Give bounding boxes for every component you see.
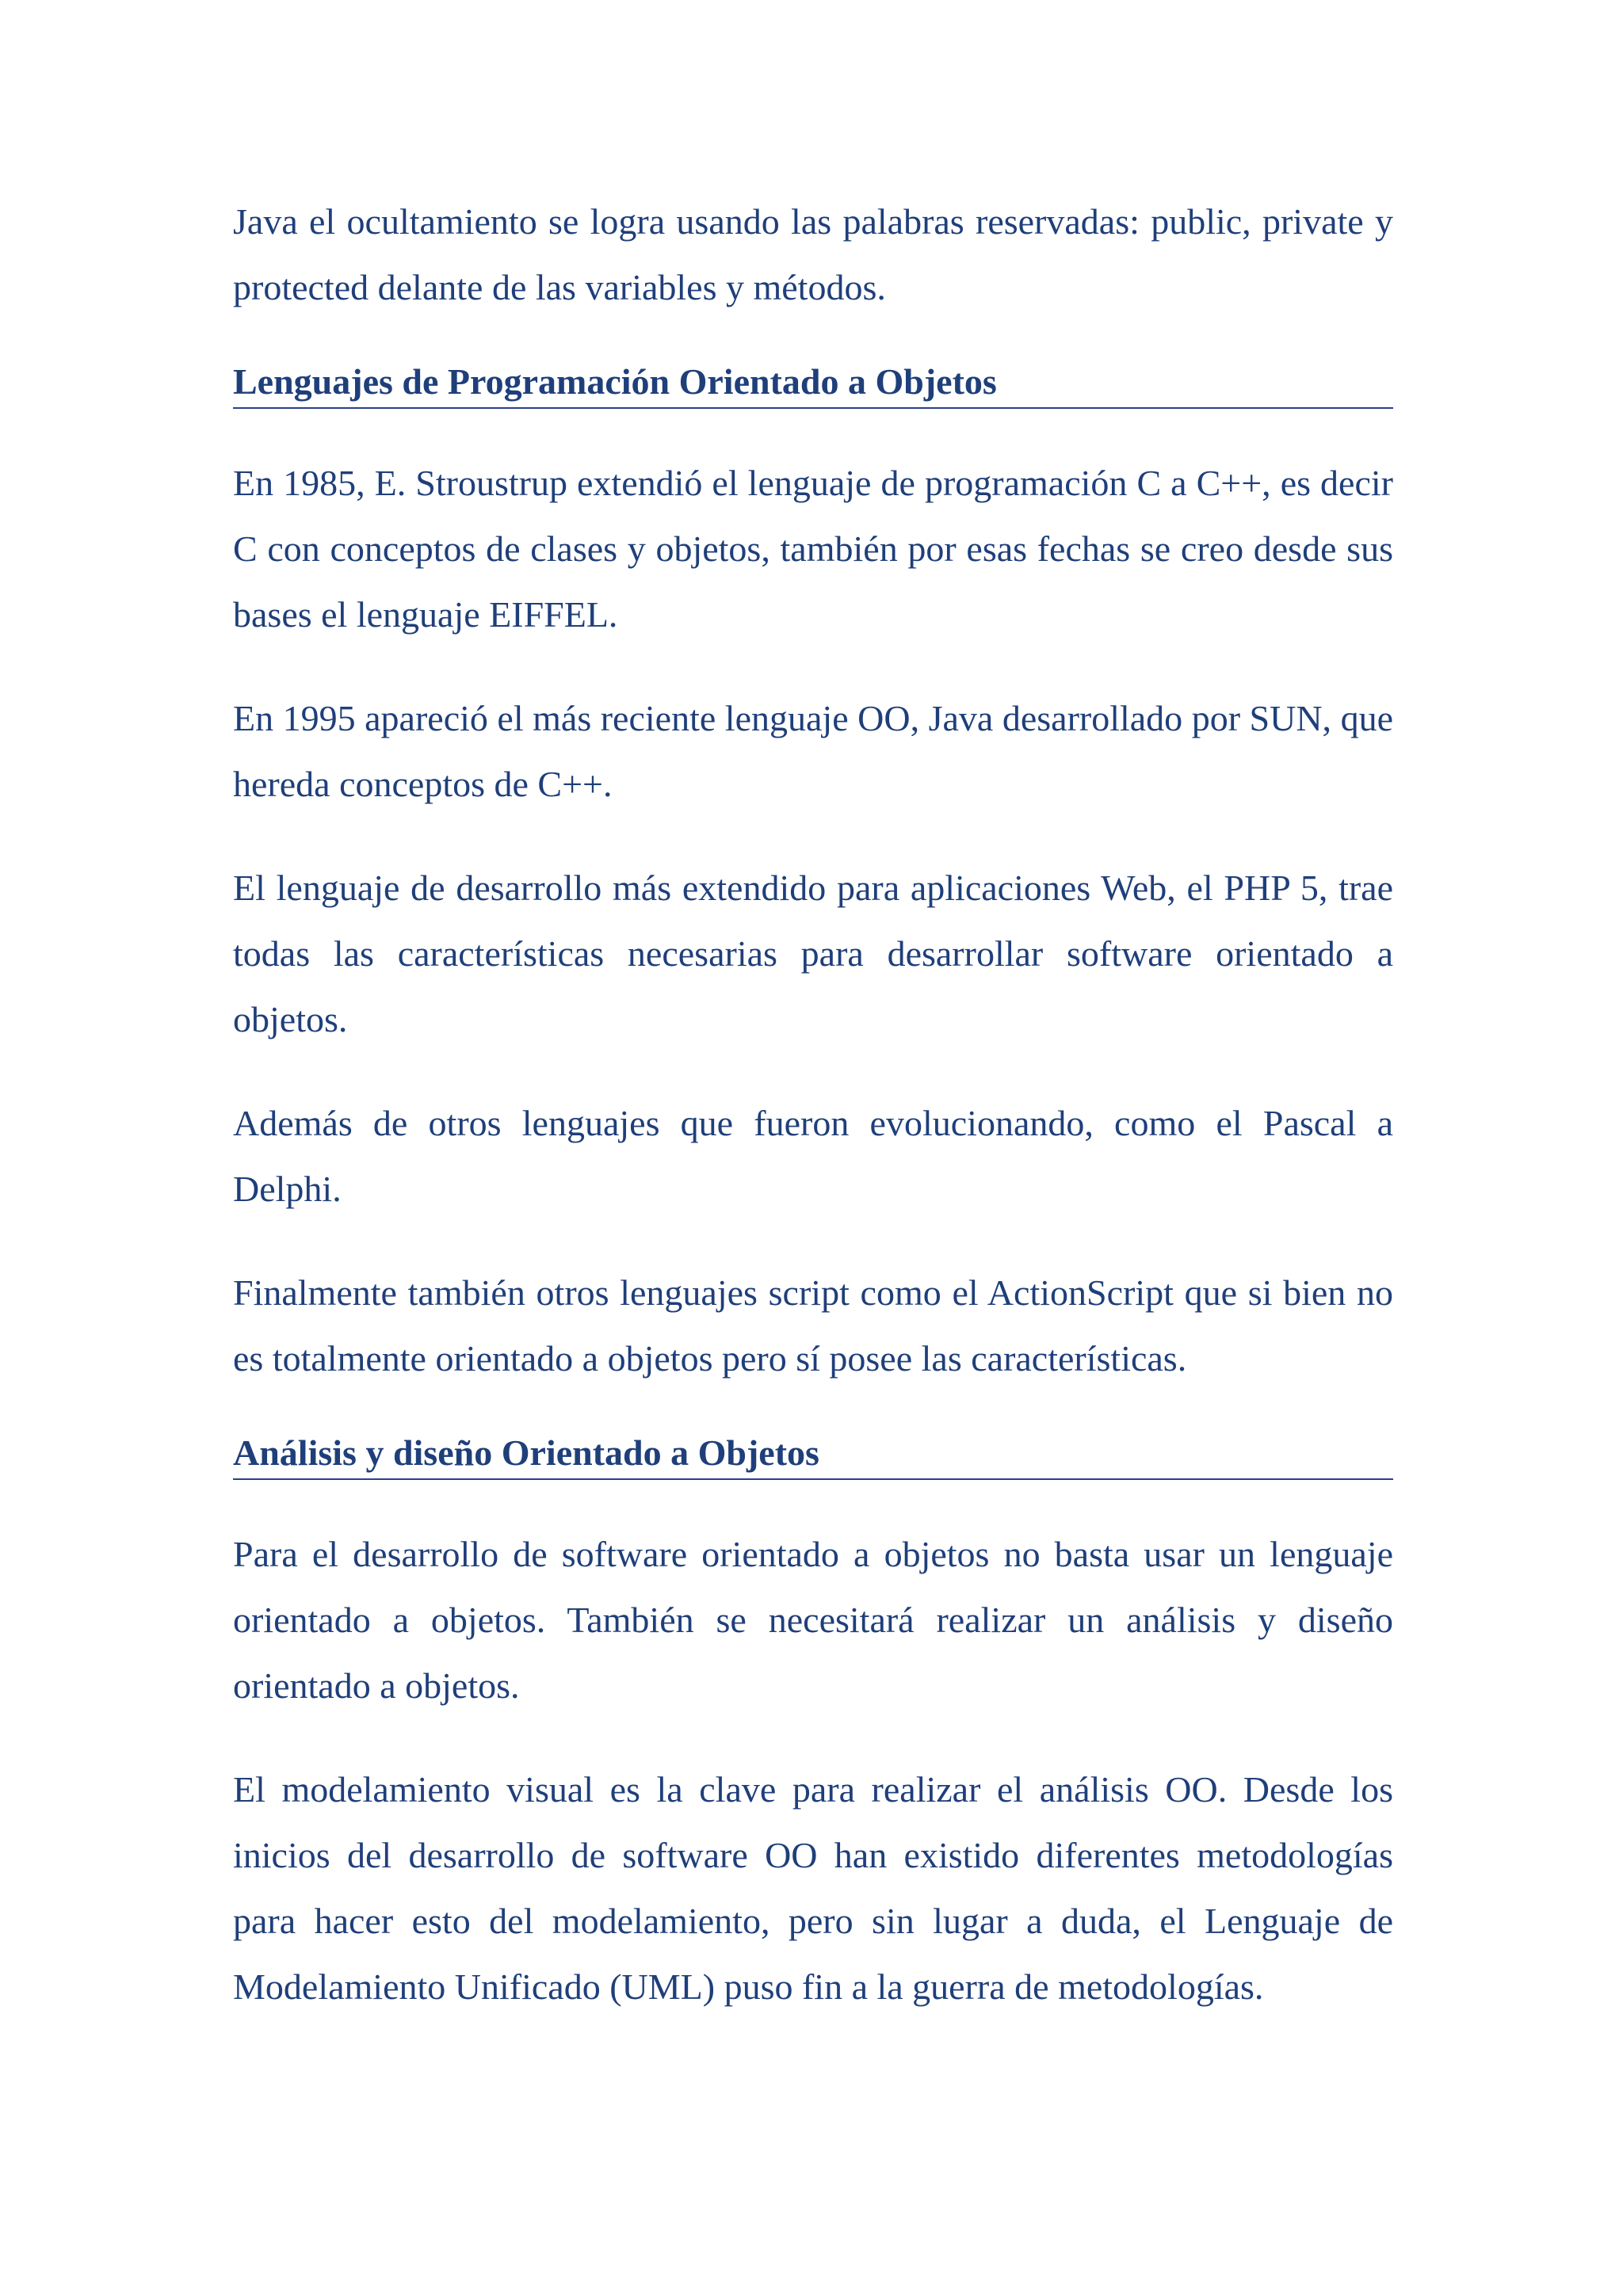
paragraph-actionscript: Finalmente también otros lenguajes script como el ActionScript que si bien no es totalmente orientado a objetos pero sí posee las características. (233, 1272, 1393, 1379)
paragraph-uml: El modelamiento visual es la clave para realizar el análisis OO. Desde los inicios del desarrollo de software OO han existido diferentes metodologías para hacer esto del modelamiento, pero sin lugar a duda, el Lenguaje de Modelamiento Unificado (UML) puso fin a la guerra de metodologías. (233, 1769, 1393, 2007)
paragraph-java-1995: En 1995 apareció el más reciente lenguaje OO, Java desarrollado por SUN, que hereda conceptos de C++. (233, 698, 1393, 804)
paragraph-java-encapsulation: Java el ocultamiento se logra usando las palabras reservadas: public, private y protected delante de las variables y métodos. (233, 201, 1393, 307)
heading-oo-analysis-design: Análisis y diseño Orientado a Objetos (233, 1429, 1393, 1480)
paragraph-php5: El lenguaje de desarrollo más extendido para aplicaciones Web, el PHP 5, trae todas las características necesarias para desarrollar software orientado a objetos. (233, 868, 1393, 1039)
paragraph-oo-analysis: Para el desarrollo de software orientado a objetos no basta usar un lenguaje orientado a objetos. También se necesitará realizar un análisis y diseño orientado a objetos. (233, 1534, 1393, 1706)
heading-oop-languages: Lenguajes de Programación Orientado a Objetos (233, 358, 1393, 409)
document-page (233, 189, 1393, 2058)
paragraph-pascal-delphi: Además de otros lenguajes que fueron evolucionando, como el Pascal a Delphi. (233, 1103, 1393, 1209)
paragraph-stroustrup-cpp: En 1985, E. Stroustrup extendió el lenguaje de programación C a C++, es decir C con conceptos de clases y objetos, también por esas fechas se creo desde sus bases el lenguaje EIFFEL. (233, 463, 1393, 635)
